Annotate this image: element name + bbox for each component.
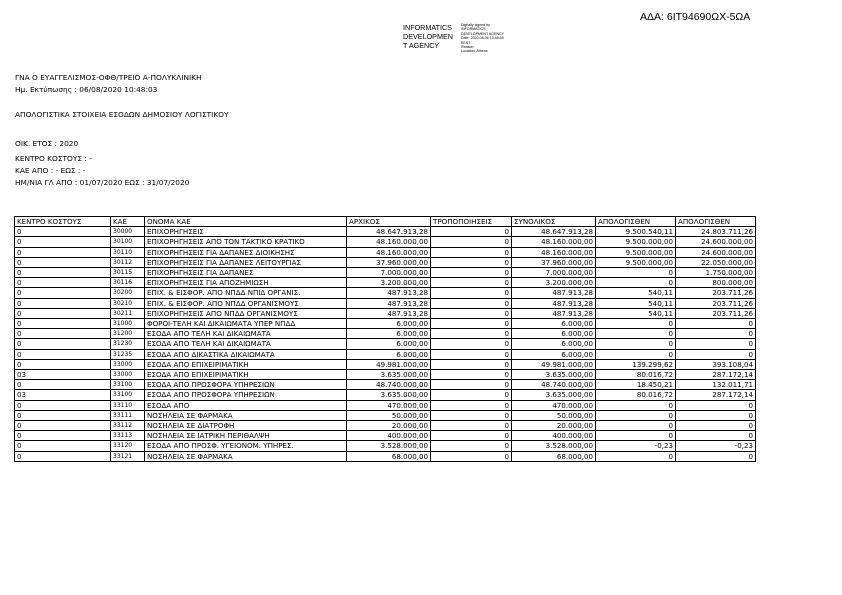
cell-cost-center: 0 [15, 359, 111, 369]
signature-line: Location: Athens [461, 49, 488, 54]
cell-cost-center: 0 [15, 298, 111, 308]
cell-modifications: 0 [431, 298, 512, 308]
cell-cost-center: 03 [15, 390, 111, 400]
cell-accounted-month: 540,11 [596, 288, 676, 298]
col-header-accounted-cumulative: ΑΠΟΛΟΓΙΣΘΕΝ [676, 217, 756, 227]
table-row [15, 298, 756, 308]
table-row [15, 370, 756, 380]
cell-accounted-month: 0 [596, 400, 676, 410]
cell-modifications: 0 [431, 257, 512, 267]
cell-initial: 6.000,00 [347, 329, 431, 339]
cell-initial: 48.160.000,00 [347, 247, 431, 257]
cell-cost-center: 0 [15, 268, 111, 278]
cell-total: 6.000,00 [512, 319, 596, 329]
cell-initial: 6.000,00 [347, 339, 431, 349]
table-row [15, 329, 756, 339]
cell-accounted-cumulative: 24.600.000,00 [676, 237, 756, 247]
organization-name: ΓΝΑ Ο ΕΥΑΓΓΕΛΙΣΜΟΣ-ΟΦΘ/ΤΡΕΙΟ Α-ΠΟΛΥΚΛΙΝΙΚΗ [15, 73, 202, 82]
cell-kae-name: ΝΟΣΗΛΕΙΑ ΣΕ ΔΙΑΤΡΟΦΗ [145, 421, 347, 431]
cell-accounted-month: 9.500.000,00 [596, 237, 676, 247]
table-row [15, 431, 756, 441]
table-row [15, 257, 756, 267]
cell-kae: 30115 [111, 268, 145, 278]
table-row [15, 380, 756, 390]
cell-kae: 31235 [111, 349, 145, 359]
cell-modifications: 0 [431, 329, 512, 339]
table-row [15, 268, 756, 278]
cell-accounted-cumulative: -0,23 [676, 441, 756, 451]
col-header-accounted-month: ΑΠΟΛΟΓΙΣΘΕΝ [596, 217, 676, 227]
cell-initial: 50.000,00 [347, 410, 431, 420]
cell-modifications: 0 [431, 421, 512, 431]
cell-accounted-month: 0 [596, 410, 676, 420]
cell-accounted-month: 540,11 [596, 308, 676, 318]
cell-accounted-month: 0 [596, 431, 676, 441]
table-row [15, 400, 756, 410]
cell-kae-name: ΕΠΙΧΟΡΗΓΗΣΕΙΣ ΓΙΑ ΔΑΠΑΝΕΣ [145, 268, 347, 278]
cell-kae-name: ΕΠΙΧ. & ΕΙΣΦΟΡ. ΑΠΟ ΝΠΔΔ ΟΡΓΑΝΙΣΜΟΥΣ [145, 298, 347, 308]
cell-cost-center: 0 [15, 227, 111, 237]
table-row [15, 421, 756, 431]
ada-code: ΑΔΑ: 6ΙΤ94690ΩΧ-5ΩΑ [640, 11, 751, 23]
cell-modifications: 0 [431, 380, 512, 390]
cell-kae-name: ΕΣΟΔΑ ΑΠΟ ΤΕΛΗ ΚΑΙ ΔΙΚΑΙΩΜΑΤΑ [145, 339, 347, 349]
col-header-initial: ΑΡΧΙΚΟΣ [347, 217, 431, 227]
cell-kae: 33000 [111, 370, 145, 380]
fiscal-year: ΟΙΚ. ΕΤΟΣ : 2020 [15, 139, 79, 148]
cell-initial: 400.000,00 [347, 431, 431, 441]
table-row [15, 410, 756, 420]
cell-total: 49.981.000,00 [512, 359, 596, 369]
cell-accounted-month: 9.500.540,11 [596, 227, 676, 237]
cell-kae: 30210 [111, 298, 145, 308]
cell-kae: 30000 [111, 227, 145, 237]
cell-accounted-cumulative: 0 [676, 451, 756, 461]
cell-total: 7.000.000,00 [512, 268, 596, 278]
cell-kae: 33000 [111, 359, 145, 369]
cell-initial: 48.647.913,28 [347, 227, 431, 237]
cell-modifications: 0 [431, 278, 512, 288]
cell-accounted-month: 0 [596, 349, 676, 359]
cell-accounted-cumulative: 24.803.711,26 [676, 227, 756, 237]
cell-kae: 30110 [111, 247, 145, 257]
cell-modifications: 0 [431, 410, 512, 420]
cell-accounted-cumulative: 22.050.000,00 [676, 257, 756, 267]
cell-kae: 33120 [111, 441, 145, 451]
cell-total: 3.635.000,00 [512, 390, 596, 400]
cell-accounted-cumulative: 132.011,71 [676, 380, 756, 390]
col-header-total: ΣΥΝΟΛΙΚΟΣ [512, 217, 596, 227]
cell-total: 6.000,00 [512, 349, 596, 359]
cell-kae-name: ΕΣΟΔΑ ΑΠΟ ΠΡΟΣΦΟΡΑ ΥΠΗΡΕΣΙΩΝ [145, 380, 347, 390]
cell-modifications: 0 [431, 288, 512, 298]
cell-accounted-cumulative: 287.172,14 [676, 370, 756, 380]
cell-accounted-cumulative: 0 [676, 421, 756, 431]
cell-total: 20.000,00 [512, 421, 596, 431]
cell-kae: 31000 [111, 319, 145, 329]
logo-line: INFORMATICS [403, 23, 452, 32]
cell-kae-name: ΝΟΣΗΛΕΙΑ ΣΕ ΦΑΡΜΑΚΑ [145, 451, 347, 461]
cell-modifications: 0 [431, 359, 512, 369]
cell-modifications: 0 [431, 319, 512, 329]
cell-cost-center: 0 [15, 247, 111, 257]
cell-total: 48.160.000,00 [512, 237, 596, 247]
cell-accounted-cumulative: 393.108,04 [676, 359, 756, 369]
cell-kae: 33112 [111, 421, 145, 431]
kae-range-filter: ΚΑΕ ΑΠΟ : - ΕΩΣ : - [15, 166, 86, 175]
cell-modifications: 0 [431, 308, 512, 318]
col-header-kae: ΚΑΕ [111, 217, 145, 227]
cell-total: 487.913,28 [512, 308, 596, 318]
cell-cost-center: 0 [15, 441, 111, 451]
cell-accounted-month: 9.500.000,00 [596, 247, 676, 257]
cell-accounted-cumulative: 0 [676, 349, 756, 359]
cell-modifications: 0 [431, 390, 512, 400]
cell-accounted-month: 0 [596, 319, 676, 329]
cell-kae: 31200 [111, 329, 145, 339]
cell-kae: 33100 [111, 380, 145, 390]
cell-kae-name: ΕΠΙΧΟΡΗΓΗΣΕΙΣ ΓΙΑ ΔΑΠΑΝΕΣ ΛΕΙΤΟΥΡΓΙΑΣ [145, 257, 347, 267]
cell-kae-name: ΝΟΣΗΛΕΙΑ ΣΕ ΦΑΡΜΑΚΑ [145, 410, 347, 420]
table-row [15, 237, 756, 247]
cell-initial: 3.635.000,00 [347, 370, 431, 380]
table-row [15, 451, 756, 461]
cell-initial: 470.000,00 [347, 400, 431, 410]
cell-total: 48.647.913,28 [512, 227, 596, 237]
cell-accounted-cumulative: 0 [676, 410, 756, 420]
cell-accounted-cumulative: 24.600.000,00 [676, 247, 756, 257]
cell-total: 37.960.000,00 [512, 257, 596, 267]
cell-initial: 3.528.000,00 [347, 441, 431, 451]
col-header-cost-center: ΚΕΝΤΡΟ ΚΟΣΤΟΥΣ [15, 217, 111, 227]
cell-initial: 487.913,28 [347, 288, 431, 298]
cell-kae: 30116 [111, 278, 145, 288]
cell-cost-center: 0 [15, 288, 111, 298]
cell-total: 6.000,00 [512, 329, 596, 339]
cell-total: 3.200.000,00 [512, 278, 596, 288]
cell-accounted-cumulative: 0 [676, 339, 756, 349]
cell-initial: 49.981.000,00 [347, 359, 431, 369]
cell-modifications: 0 [431, 237, 512, 247]
table-row [15, 278, 756, 288]
cell-kae-name: ΕΣΟΔΑ ΑΠΟ ΤΕΛΗ ΚΑΙ ΔΙΚΑΙΩΜΑΤΑ [145, 329, 347, 339]
cell-initial: 3.200.000,00 [347, 278, 431, 288]
cell-accounted-month: 80.016,72 [596, 370, 676, 380]
cell-initial: 6.000,00 [347, 319, 431, 329]
table-row [15, 359, 756, 369]
table-row [15, 227, 756, 237]
cell-cost-center: 0 [15, 380, 111, 390]
cell-total: 6.000,00 [512, 339, 596, 349]
cell-accounted-cumulative: 0 [676, 400, 756, 410]
cell-accounted-month: 0 [596, 421, 676, 431]
table-row [15, 339, 756, 349]
cell-accounted-month: 80.016,72 [596, 390, 676, 400]
logo-line: T AGENCY [403, 41, 440, 50]
cell-kae: 33110 [111, 400, 145, 410]
cell-modifications: 0 [431, 431, 512, 441]
cell-cost-center: 0 [15, 257, 111, 267]
signature-line: Date: 2020.08.06 13:48:49 [461, 36, 504, 41]
cell-total: 68.000,00 [512, 451, 596, 461]
table-row [15, 247, 756, 257]
cell-modifications: 0 [431, 247, 512, 257]
cell-accounted-month: 18.450,21 [596, 380, 676, 390]
revenue-table [14, 216, 756, 462]
cell-kae-name: ΕΣΟΔΑ ΑΠΟ ΠΡΟΣΦ. ΥΓΕΙΟΝΟΜ. ΥΠΗΡΕΣ. [145, 441, 347, 451]
cell-kae: 30200 [111, 288, 145, 298]
table-row [15, 319, 756, 329]
cell-modifications: 0 [431, 451, 512, 461]
cell-accounted-month: 0 [596, 278, 676, 288]
cell-cost-center: 0 [15, 237, 111, 247]
cost-center-filter: ΚΕΝΤΡΟ ΚΟΣΤΟΥΣ : - [15, 154, 92, 163]
cell-accounted-month: 0 [596, 329, 676, 339]
cell-total: 470.000,00 [512, 400, 596, 410]
signature-line: EEST [461, 40, 471, 45]
cell-kae: 30100 [111, 237, 145, 247]
table-row [15, 308, 756, 318]
cell-accounted-month: 0 [596, 451, 676, 461]
digital-signature-details [461, 23, 504, 54]
cell-accounted-cumulative: 0 [676, 329, 756, 339]
cell-kae-name: ΦΟΡΟΙ-ΤΕΛΗ ΚΑΙ ΔΙΚΑΙΩΜΑΤΑ ΥΠΕΡ ΝΠΔΔ [145, 319, 347, 329]
cell-kae: 33121 [111, 451, 145, 461]
cell-cost-center: 0 [15, 278, 111, 288]
cell-initial: 487.913,28 [347, 298, 431, 308]
cell-initial: 3.635.000,00 [347, 390, 431, 400]
cell-kae: 31230 [111, 339, 145, 349]
cell-cost-center: 0 [15, 431, 111, 441]
cell-accounted-cumulative: 287.172,14 [676, 390, 756, 400]
cell-accounted-cumulative: 0 [676, 431, 756, 441]
cell-initial: 6.000,00 [347, 349, 431, 359]
cell-cost-center: 0 [15, 339, 111, 349]
cell-initial: 20.000,00 [347, 421, 431, 431]
cell-accounted-cumulative: 800.000,00 [676, 278, 756, 288]
signature-line: Reason: [461, 45, 475, 50]
cell-accounted-cumulative: 0 [676, 319, 756, 329]
cell-accounted-month: 0 [596, 268, 676, 278]
date-range-filter: ΗΜ/ΝΙΑ ΓΛ ΑΠΟ : 01/07/2020 ΕΩΣ : 31/07/2020 [15, 178, 190, 187]
cell-accounted-cumulative: 1.750.000,00 [676, 268, 756, 278]
cell-kae-name: ΕΠΙΧΟΡΗΓΗΣΕΙΣ ΓΙΑ ΑΠΟΖΗΜΙΩΣΗ [145, 278, 347, 288]
table-row [15, 288, 756, 298]
signature-line: INFORMATICS [461, 27, 486, 32]
signature-line: DEVELOPMENT AGENCY [461, 31, 505, 36]
cell-cost-center: 0 [15, 329, 111, 339]
cell-cost-center: 0 [15, 410, 111, 420]
cell-initial: 48.740.000,00 [347, 380, 431, 390]
cell-modifications: 0 [431, 227, 512, 237]
cell-modifications: 0 [431, 339, 512, 349]
report-title: ΑΠΟΛΟΓΙΣΤΙΚΑ ΣΤΟΙΧΕΙΑ ΕΣΟΔΩΝ ΔΗΜΟΣΙΟΥ ΛΟΓΙΣΤΙΚΟΥ [15, 110, 229, 119]
cell-kae-name: ΝΟΣΗΛΕΙΑ ΣΕ ΙΑΤΡΙΚΗ ΠΕΡΙΘΑΛΨΗ [145, 431, 347, 441]
cell-accounted-month: 9.500.000,00 [596, 257, 676, 267]
cell-kae-name: ΕΠΙΧΟΡΗΓΗΣΕΙΣ ΑΠΟ ΤΟΝ ΤΑΚΤΙΚΟ ΚΡΑΤΙΚΟ [145, 237, 347, 247]
logo-line: DEVELOPMEN [403, 32, 453, 41]
cell-total: 48.740.000,00 [512, 380, 596, 390]
cell-modifications: 0 [431, 370, 512, 380]
cell-total: 48.160.000,00 [512, 247, 596, 257]
cell-kae-name: ΕΣΟΔΑ ΑΠΟ [145, 400, 347, 410]
cell-kae: 33111 [111, 410, 145, 420]
table-header-row [15, 217, 756, 227]
cell-total: 3.635.000,00 [512, 370, 596, 380]
cell-kae-name: ΕΠΙΧΟΡΗΓΗΣΕΙΣ [145, 227, 347, 237]
cell-initial: 37.960.000,00 [347, 257, 431, 267]
cell-initial: 48.160.000,00 [347, 237, 431, 247]
cell-kae: 30112 [111, 257, 145, 267]
cell-kae-name: ΕΣΟΔΑ ΑΠΟ ΔΙΚΑΣΤΙΚΑ ΔΙΚΑΙΩΜΑΤΑ [145, 349, 347, 359]
cell-kae: 33113 [111, 431, 145, 441]
cell-accounted-month: 139.299,62 [596, 359, 676, 369]
cell-kae-name: ΕΣΟΔΑ ΑΠΟ ΠΡΟΣΦΟΡΑ ΥΠΗΡΕΣΙΩΝ [145, 390, 347, 400]
cell-kae: 33100 [111, 390, 145, 400]
table-row [15, 349, 756, 359]
cell-initial: 7.000.000,00 [347, 268, 431, 278]
cell-cost-center: 0 [15, 400, 111, 410]
cell-modifications: 0 [431, 349, 512, 359]
signature-line: Digitally signed by [461, 23, 490, 27]
cell-accounted-cumulative: 203.711,26 [676, 308, 756, 318]
cell-initial: 487.913,28 [347, 308, 431, 318]
cell-accounted-month: -0,23 [596, 441, 676, 451]
table-row [15, 441, 756, 451]
cell-accounted-cumulative: 203.711,26 [676, 288, 756, 298]
cell-kae-name: ΕΣΟΔΑ ΑΠΟ ΕΠΙΧΕΙΡΙΜΑΤΙΚΗ [145, 359, 347, 369]
cell-total: 487.913,28 [512, 298, 596, 308]
cell-initial: 68.000,00 [347, 451, 431, 461]
cell-total: 487.913,28 [512, 288, 596, 298]
print-date: Ημ. Εκτύπωσης : 06/08/2020 10:48:03 [15, 85, 158, 94]
cell-cost-center: 0 [15, 451, 111, 461]
cell-cost-center: 03 [15, 370, 111, 380]
table-row [15, 390, 756, 400]
cell-accounted-cumulative: 203.711,26 [676, 298, 756, 308]
cell-accounted-month: 0 [596, 339, 676, 349]
cell-modifications: 0 [431, 268, 512, 278]
cell-kae-name: ΕΣΟΔΑ ΑΠΟ ΕΠΙΧΕΙΡΙΜΑΤΙΚΗ [145, 370, 347, 380]
cell-cost-center: 0 [15, 421, 111, 431]
cell-cost-center: 0 [15, 319, 111, 329]
cell-modifications: 0 [431, 441, 512, 451]
logo-text [403, 23, 461, 54]
cell-kae: 30211 [111, 308, 145, 318]
col-header-modifications: ΤΡΟΠΟΠΟΙΗΣΕΙΣ [431, 217, 512, 227]
cell-total: 50.000,00 [512, 410, 596, 420]
col-header-kae-name: ΟΝΟΜΑ ΚΑΕ [145, 217, 347, 227]
cell-total: 3.528.000,00 [512, 441, 596, 451]
cell-cost-center: 0 [15, 308, 111, 318]
cell-kae-name: ΕΠΙΧΟΡΗΓΗΣΕΙΣ ΓΙΑ ΔΑΠΑΝΕΣ ΔΙΟΙΚΗΣΗΣ [145, 247, 347, 257]
cell-modifications: 0 [431, 400, 512, 410]
signature-logo [403, 23, 504, 54]
cell-cost-center: 0 [15, 349, 111, 359]
cell-kae-name: ΕΠΙΧ. & ΕΙΣΦΟΡ. ΑΠΟ ΝΠΔΔ ΝΠΙΔ ΟΡΓΑΝΙΣ. [145, 288, 347, 298]
cell-accounted-month: 540,11 [596, 298, 676, 308]
cell-kae-name: ΕΠΙΧΟΡΗΓΗΣΕΙΣ ΑΠΟ ΝΠΔΔ ΟΡΓΑΝΙΣΜΟΥΣ [145, 308, 347, 318]
cell-total: 400.000,00 [512, 431, 596, 441]
